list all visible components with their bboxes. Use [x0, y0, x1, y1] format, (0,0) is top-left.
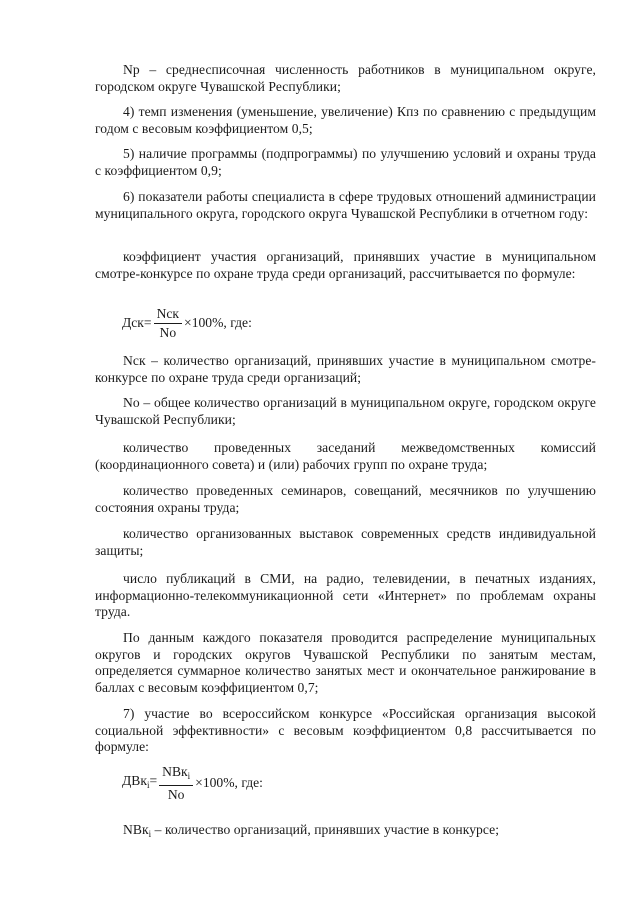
formula-dsk-lhs: Дск=	[122, 314, 152, 330]
formula-dvk-lhs: ДВк$_i$=	[122, 772, 158, 790]
paragraph-item-6: 6) показатели работы специалиста в сфере трудовых отношений администрации муниципального округа, городского округа Чувашской Республики в отчетном году:	[95, 189, 596, 221]
formula-dvk-tail: ×100%, где:	[195, 774, 263, 790]
formula-dsk-numerator: Nск	[154, 306, 182, 324]
paragraph-participation-coefficient: коэффициент участия организаций, принявших участие в муниципальном смотре-конкурсе по охране труда среди организаций, рассчитывается по формуле:	[95, 249, 596, 281]
paragraph-item-7: 7) участие во всероссийском конкурсе «Российская организация высокой социальной эффективности» с весовым коэффициентом 0,8 рассчитывается по формуле:	[95, 706, 596, 754]
paragraph-ranking: По данным каждого показателя проводится распределение муниципальных округов и городских округов Чувашской Республики по занятым местам, определяется суммарное количество занятых мест и окончательное ранжирование в баллах с весовым коэффициентом 0,7;	[95, 630, 596, 695]
formula-dsk-denominator: No	[159, 324, 177, 340]
formula-dsk-tail: ×100%, где:	[184, 314, 252, 330]
paragraph-item-4: 4) темп изменения (уменьшение, увеличение) Кпз по сравнению с предыдущим годом с весовым коэффициентом 0,5;	[95, 104, 596, 136]
paragraph-item-5: 5) наличие программы (подпрограммы) по улучшению условий и охраны труда с коэффициентом 0,9;	[95, 146, 596, 178]
formula-dvk-fraction	[159, 764, 193, 803]
formula-dvk	[122, 760, 263, 806]
formula-dsk-fraction	[154, 306, 182, 341]
formula-dvk-denominator: No	[167, 786, 185, 802]
paragraph-np-definition: Np – среднесписочная численность работников в муниципальном округе, городском округе Чувашской Республики;	[95, 62, 596, 94]
paragraph-exhibitions-count: количество организованных выставок современных средств индивидуальной защиты;	[95, 526, 596, 558]
formula-dvk-numerator: NВк$_i$	[159, 764, 193, 786]
paragraph-publications-count: число публикаций в СМИ, на радио, телевидении, в печатных изданиях, информационно-телекоммуникационной сети «Интернет» по проблемам охраны труда.	[95, 571, 596, 619]
formula-dsk	[122, 300, 252, 346]
paragraph-no-definition: No – общее количество организаций в муниципальном округе, городском округе Чувашской Республики;	[95, 395, 596, 427]
paragraph-seminars-count: количество проведенных семинаров, совещаний, месячников по улучшению состояния охраны труда;	[95, 483, 596, 515]
paragraph-nvk-definition: NВк$_i$ – количество организаций, принявших участие в конкурсе;	[123, 822, 500, 839]
paragraph-nsk-definition: Nск – количество организаций, принявших участие в муниципальном смотре-конкурсе по охране труда среди организаций;	[95, 353, 596, 385]
paragraph-meetings-count: количество проведенных заседаний межведомственных комиссий (координационного совета) и (или) рабочих групп по охране труда;	[95, 440, 596, 472]
